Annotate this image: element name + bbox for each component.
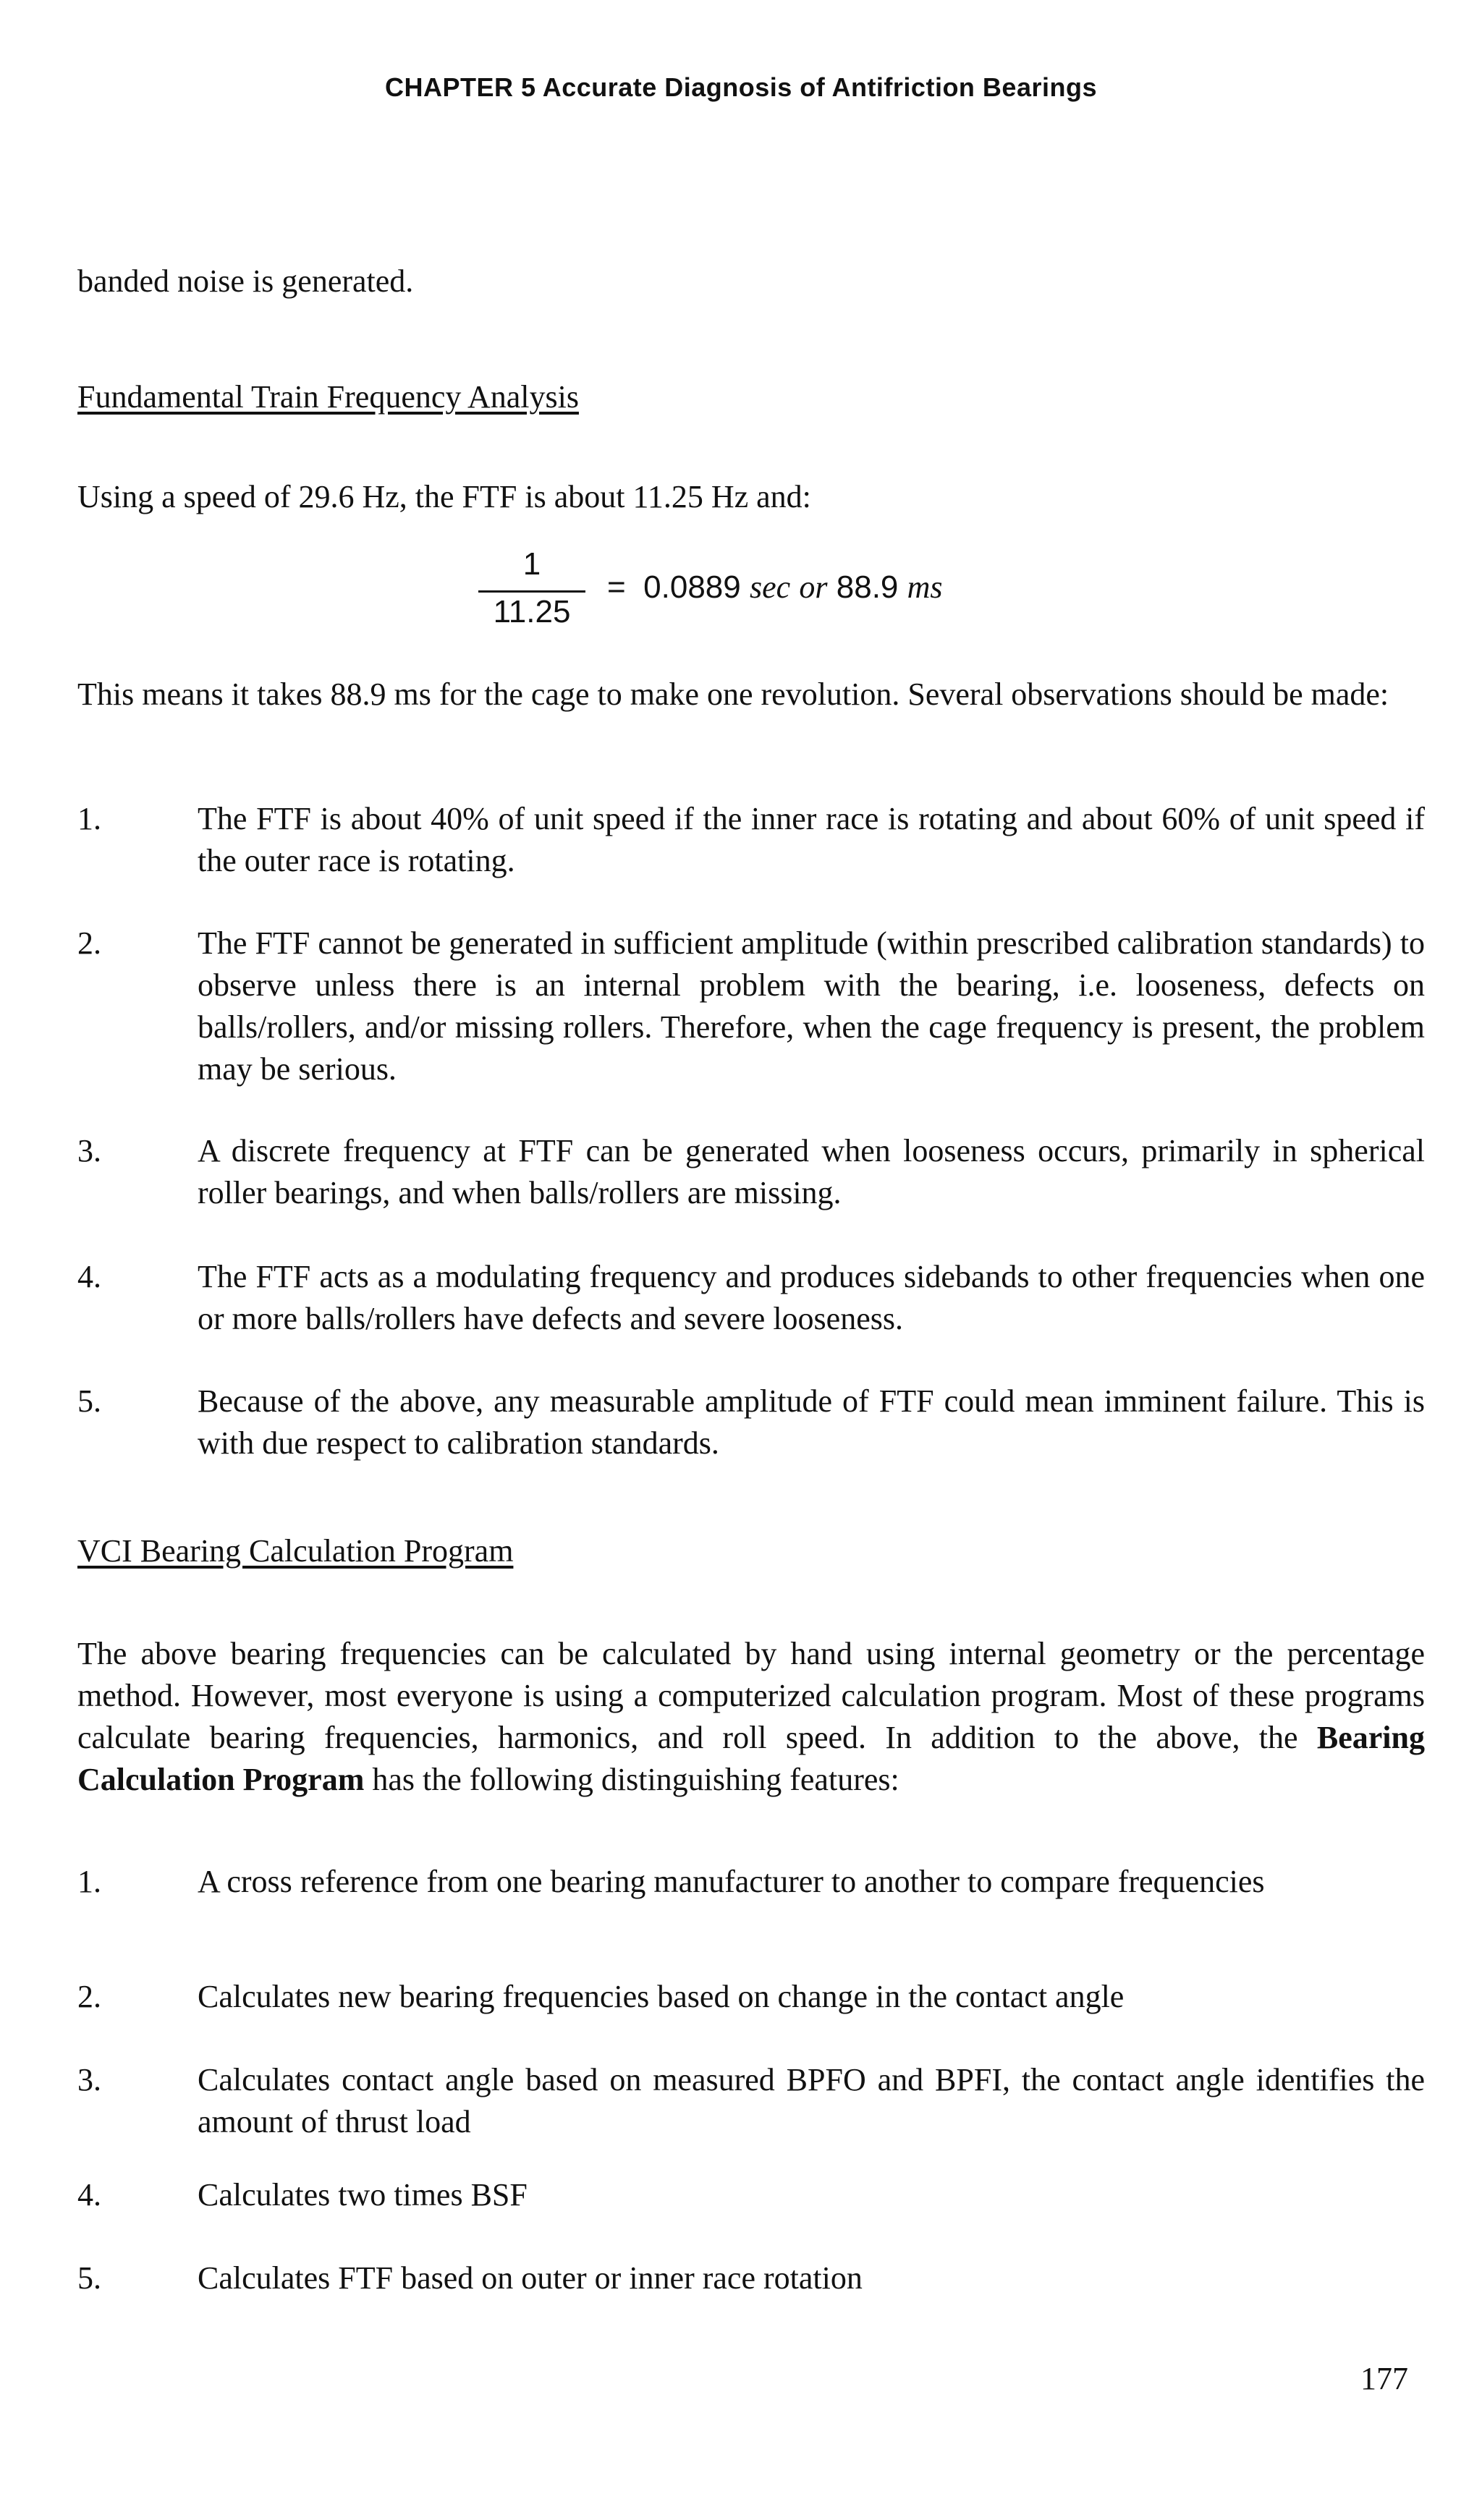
- item-text: The FTF acts as a modulating frequency and produces sidebands to other frequencies when one or more balls/rollers have defects and severe looseness.: [198, 1259, 1425, 1336]
- item-number: 3.: [77, 2062, 101, 2097]
- vci-paragraph-start: The above bearing frequencies can be calculated by hand using internal geometry or the percentage method. However, most everyone is using a computerized calculation program. Most of these programs calculate bearing frequencies, harmonics, and roll speed. In addition to the above, the: [77, 1636, 1425, 1755]
- item-text: The FTF cannot be generated in sufficient amplitude (within prescribed calibration standards) to observe unless there is an internal problem with the bearing, i.e. looseness, defects on balls/rollers, and/or missing rollers. Therefore, when the cage frequency is present, the problem may be serious.: [198, 925, 1425, 1087]
- item-number: 1.: [77, 801, 101, 836]
- item-number: 5.: [77, 2260, 101, 2296]
- item-text: A discrete frequency at FTF can be generated when looseness occurs, primarily in spherical roller bearings, and when balls/rollers are missing.: [198, 1133, 1425, 1210]
- equals-sign: =: [607, 569, 626, 605]
- item-text: A cross reference from one bearing manufacturer to another to compare frequencies: [198, 1864, 1265, 1899]
- or-word: or: [799, 569, 828, 605]
- formula-result: [607, 569, 943, 606]
- item-text: Calculates contact angle based on measured BPFO and BPFI, the contact angle identifies the amount of thrust load: [198, 2062, 1425, 2139]
- unit-sec: sec: [749, 569, 791, 605]
- item-number: 5.: [77, 1383, 101, 1419]
- item-number: 2.: [77, 1979, 101, 2014]
- item-text: Because of the above, any measurable amplitude of FTF could mean imminent failure. This is with due respect to calibration standards.: [198, 1383, 1425, 1461]
- vci-paragraph: [77, 1633, 1425, 1801]
- unit-ms: ms: [907, 569, 943, 605]
- running-header: CHAPTER 5 Accurate Diagnosis of Antifriction Bearings: [385, 72, 1097, 102]
- section-heading-ftf: Fundamental Train Frequency Analysis: [77, 379, 579, 415]
- item-text: Calculates two times BSF: [198, 2177, 528, 2213]
- item-text: Calculates FTF based on outer or inner race rotation: [198, 2260, 863, 2296]
- item-number: 4.: [77, 1259, 101, 1294]
- item-text: Calculates new bearing frequencies based on change in the contact angle: [198, 1979, 1125, 2014]
- result-seconds: 0.0889: [643, 569, 741, 605]
- vci-paragraph-end: has the following distinguishing features:: [372, 1762, 899, 1797]
- item-number: 2.: [77, 925, 101, 961]
- ftf-explanation-text: This means it takes 88.9 ms for the cage to make one revolution. Several observations should be made:: [77, 676, 1389, 712]
- intro-text: banded noise is generated.: [77, 263, 414, 299]
- item-number: 3.: [77, 1133, 101, 1168]
- fraction-denominator: 11.25: [493, 594, 571, 629]
- item-number: 4.: [77, 2177, 101, 2213]
- section-heading-vci: VCI Bearing Calculation Program: [77, 1533, 514, 1569]
- fraction-bar: [478, 590, 585, 593]
- result-ms: 88.9: [836, 569, 899, 605]
- page-number: 177: [1360, 2361, 1408, 2396]
- ftf-period-formula: [474, 546, 1125, 648]
- item-number: 1.: [77, 1864, 101, 1899]
- fraction-numerator: 1: [522, 546, 541, 582]
- item-text: The FTF is about 40% of unit speed if the inner race is rotating and about 60% of unit speed if the outer race is rotating.: [198, 801, 1425, 878]
- ftf-lead-text: Using a speed of 29.6 Hz, the FTF is about 11.25 Hz and:: [77, 479, 811, 514]
- program-name: Bearing Calculation Program: [77, 1720, 1425, 1797]
